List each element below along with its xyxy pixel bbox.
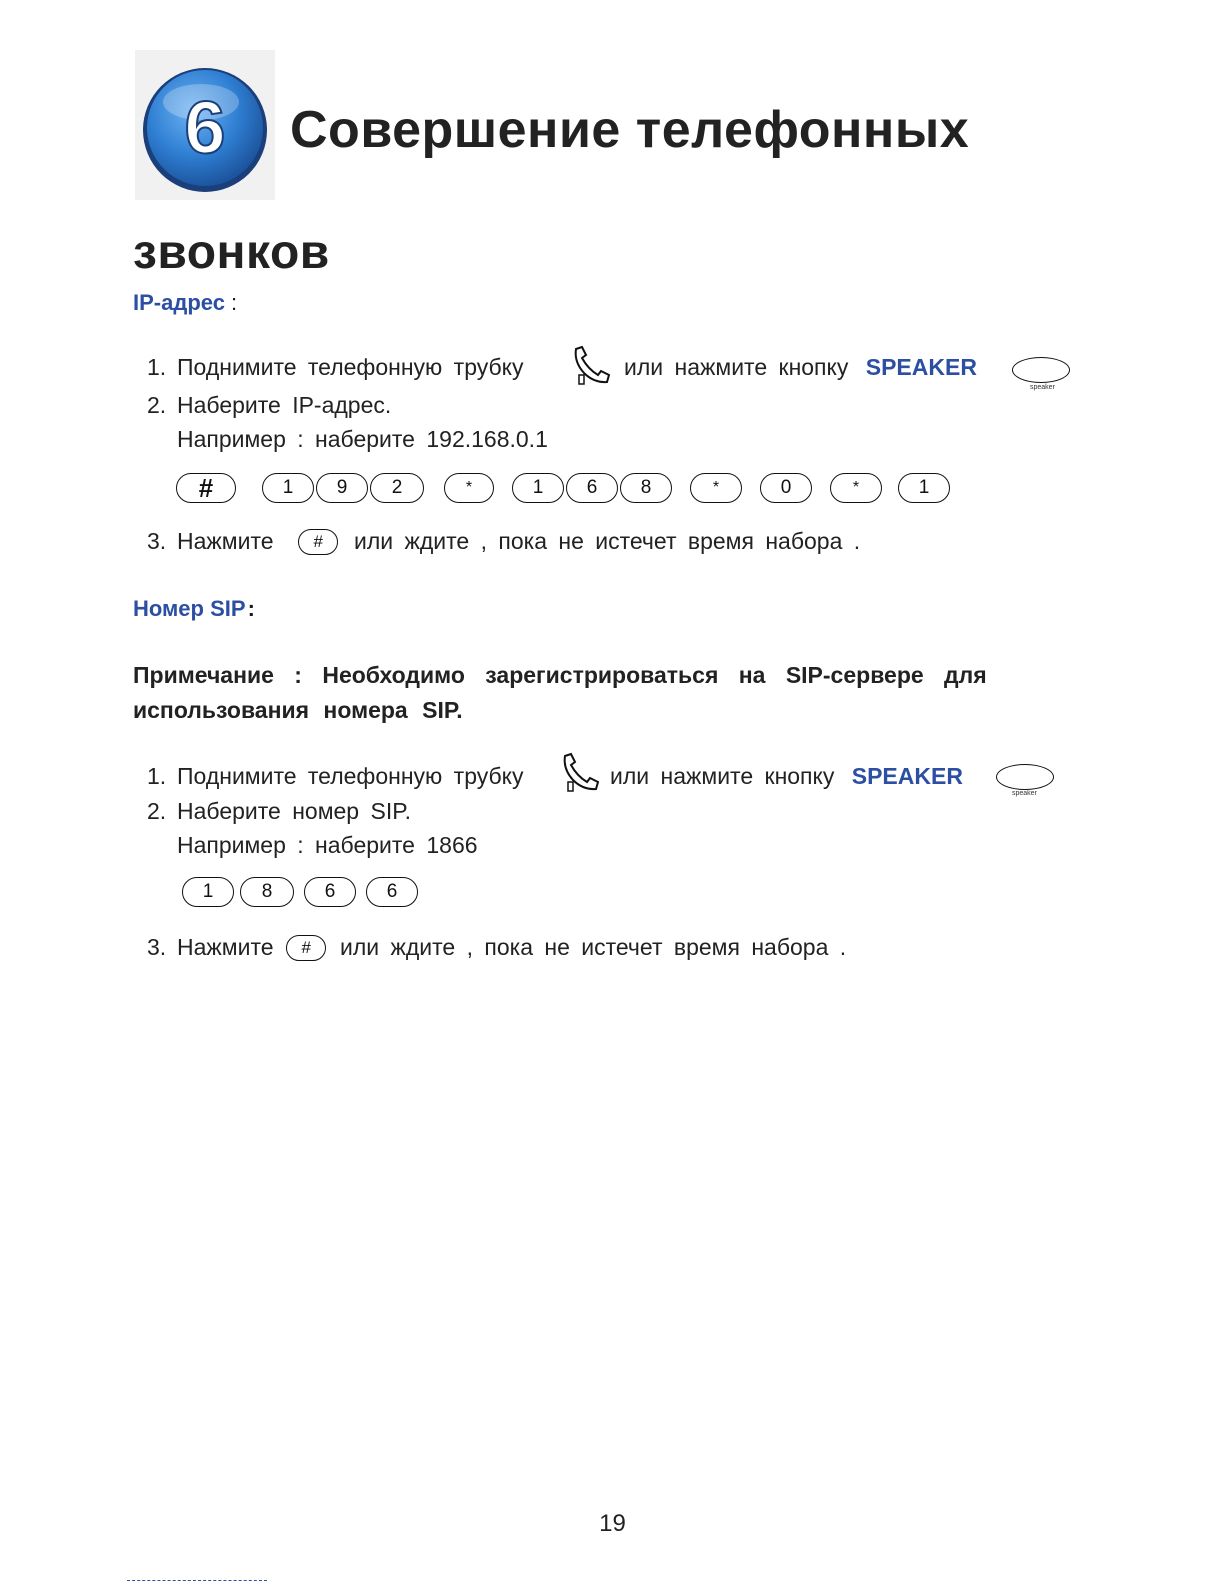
sip-note-line-1: Примечание : Необходимо зарегистрироваться на SIP-сервере для (133, 662, 987, 688)
sip-step-3-tail: или ждите , пока не истечет время набора . (340, 934, 847, 960)
ip-step-1: 1. Поднимите телефонную трубку (147, 354, 524, 380)
page-number: 19 (599, 1510, 626, 1537)
handset-icon (557, 752, 603, 794)
sip-step-3: 3. Нажмите (147, 934, 274, 960)
ip-step-2: 2. Наберите IP-адрес. (147, 392, 392, 418)
svg-text:6: 6 (184, 86, 226, 169)
page-title-continuation: звонков (133, 226, 330, 279)
speaker-caption: speaker (1030, 384, 1055, 391)
key-digit: 1 (898, 473, 950, 503)
key-digit: 1 (262, 473, 314, 503)
key-star: * (690, 473, 742, 503)
chapter-badge (135, 50, 275, 200)
key-hash: # (176, 473, 236, 503)
key-star: * (830, 473, 882, 503)
sip-note-line-2: использования номера SIP. (133, 697, 463, 723)
key-digit: 1 (182, 877, 234, 907)
inline-hash-key: # (286, 935, 326, 961)
ip-step-1-tail: или нажмите кнопку SPEAKER (624, 354, 977, 380)
page-title: Совершение телефонных (290, 101, 970, 159)
key-digit: 6 (566, 473, 618, 503)
sip-step-1: 1. Поднимите телефонную трубку (147, 763, 524, 789)
key-digit: 2 (370, 473, 424, 503)
footer-divider (127, 1580, 267, 1581)
chapter-number-icon (135, 50, 275, 200)
sip-step-2: 2. Наберите номер SIP. (147, 798, 411, 824)
key-digit: 8 (620, 473, 672, 503)
section-heading-ip: IP-адрес : (133, 290, 238, 315)
speaker-button-icon (1012, 357, 1070, 383)
speaker-button-icon (996, 764, 1054, 790)
key-star: * (444, 473, 494, 503)
ip-step-3: 3. Нажмите (147, 528, 274, 554)
sip-step-1-tail: или нажмите кнопку SPEAKER (610, 763, 963, 789)
key-digit: 8 (240, 877, 294, 907)
handset-icon (568, 345, 614, 387)
speaker-caption: speaker (1012, 790, 1037, 797)
key-digit: 0 (760, 473, 812, 503)
section-heading-sip: Номер SIP: (133, 596, 255, 621)
key-digit: 1 (512, 473, 564, 503)
key-digit: 6 (366, 877, 418, 907)
ip-step-3-tail: или ждите , пока не истечет время набора . (354, 528, 861, 554)
key-digit: 6 (304, 877, 356, 907)
sip-example: Например : наберите 1866 (177, 832, 478, 858)
ip-example: Например : наберите 192.168.0.1 (177, 426, 548, 452)
key-digit: 9 (316, 473, 368, 503)
inline-hash-key: # (298, 529, 338, 555)
